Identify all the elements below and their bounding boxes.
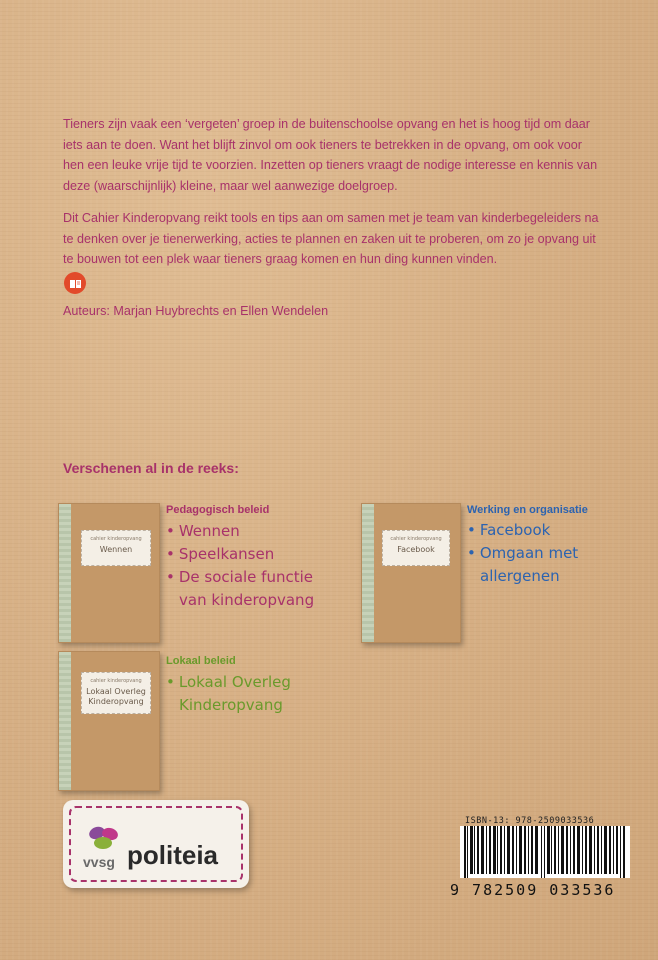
- authors: Auteurs: Marjan Huybrechts en Ellen Wendelen: [63, 304, 329, 318]
- list-pedagogisch: [166, 520, 314, 612]
- isbn-label: ISBN-13: 978-2509033536: [465, 816, 595, 826]
- list-item: Kinderopvang: [179, 696, 283, 714]
- list-lokaal: [166, 671, 291, 717]
- vvsg-logo-icon: [85, 824, 121, 854]
- list-item: • Lokaal Overleg: [166, 671, 291, 694]
- cover-title-line-2: Kinderopvang: [88, 697, 144, 706]
- book-icon: [64, 272, 86, 294]
- list-item: • Wennen: [166, 520, 314, 543]
- book-cover-lokaal-overleg: [58, 651, 160, 791]
- description-paragraph-2: Dit Cahier Kinderopvang reikt tools en tips aan om samen met je team van kinderbegeleiders na te denken over je tienerwerking, acties te plannen en zaken uit te proberen, om zo je opvang uit te bouwen tot een plek waar tieners graag komen en hun ding kunnen vinden.: [63, 211, 599, 266]
- book-cover-facebook: [361, 503, 461, 643]
- list-item: • De sociale functie: [166, 566, 314, 589]
- list-item: • Omgaan met: [467, 542, 578, 565]
- series-heading: Verschenen al in de reeks:: [63, 460, 239, 476]
- publisher-logo: [63, 800, 249, 888]
- barcode-digits: 9 782509 033536: [450, 881, 616, 899]
- open-book-icon: [69, 278, 82, 289]
- category-lokaal: Lokaal beleid: [166, 655, 236, 667]
- book-cover-wennen: [58, 503, 160, 643]
- list-item: allergenen: [480, 567, 560, 585]
- list-werking: [467, 519, 578, 588]
- cover-small-text: cahier kinderopvang: [90, 678, 142, 684]
- category-pedagogisch: Pedagogisch beleid: [166, 504, 270, 516]
- list-item: • Facebook: [467, 519, 578, 542]
- cover-small-text: cahier kinderopvang: [90, 536, 142, 542]
- cover-title: Wennen: [99, 545, 133, 554]
- cover-small-text: cahier kinderopvang: [390, 536, 442, 542]
- list-item: van kinderopvang: [179, 591, 315, 609]
- description-paragraph-1: Tieners zijn vaak een ‘vergeten’ groep in de buitenschoolse opvang en het is hoog tijd om daar iets aan te doen. Want het blijft zinvol om ook tieners te betrekken in de opvang, om ook voor hen een leuke vrije tijd te voorzien. Inzetten op tieners vraagt de nodige interesse en kennis van deze (waarschijnlijk) kleine, maar wel aanwezige doelgroep.: [63, 117, 598, 193]
- politeia-logo-text: politeia: [127, 840, 219, 870]
- list-item: • Speelkansen: [166, 543, 314, 566]
- category-werking: Werking en organisatie: [467, 504, 588, 516]
- barcode: [460, 826, 630, 878]
- cover-title: Facebook: [397, 545, 435, 554]
- cover-title-line-1: Lokaal Overleg: [86, 687, 146, 696]
- vvsg-logo-text: vvsg: [83, 854, 115, 870]
